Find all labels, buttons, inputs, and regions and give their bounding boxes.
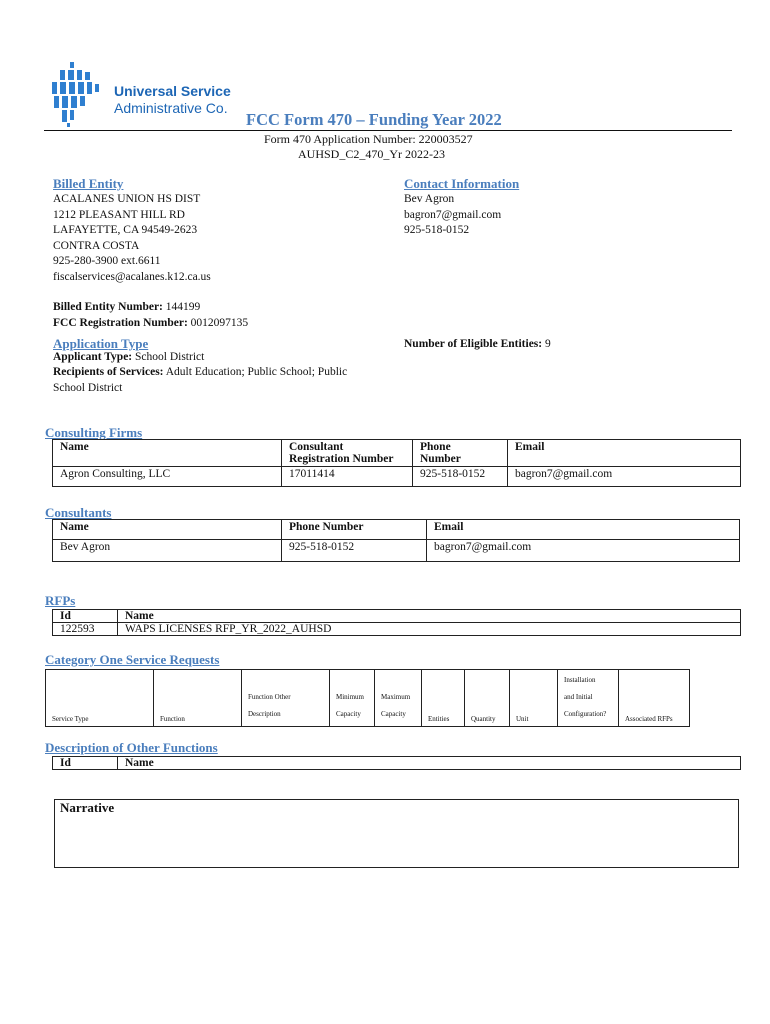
recipients-line (53, 365, 383, 396)
logo-line-2: Administrative Co. (114, 100, 228, 116)
fcc-registration-line (53, 316, 248, 332)
billed-entity-address1: 1212 PLEASANT HILL RD (53, 208, 185, 221)
firm-name: Agron Consulting, LLC (53, 467, 282, 487)
consultant-phone: 925-518-0152 (282, 540, 427, 562)
contact-phone: 925-518-0152 (404, 224, 470, 236)
billed-entity-county: CONTRA COSTA (53, 239, 140, 252)
contact-heading: Contact Information (404, 176, 520, 191)
col-installation (558, 670, 619, 727)
firm-email: bagron7@gmail.com (508, 467, 741, 487)
billed-entity-block (53, 192, 211, 285)
table-header-row (53, 610, 741, 623)
consultant-email: bagron7@gmail.com (427, 540, 740, 562)
eligible-entities-label: Number of Eligible Entities: (404, 338, 543, 350)
col-phone-number: Phone Number (282, 520, 427, 540)
col-quantity: Quantity (465, 670, 510, 727)
table-row (53, 623, 741, 636)
col-install-line3: Configuration? (564, 710, 607, 718)
table-header-row (53, 757, 741, 770)
usac-logo (48, 60, 238, 130)
firm-phone: 925-518-0152 (413, 467, 508, 487)
col-max-line1: Maximum (381, 693, 411, 701)
category-one-heading: Category One Service Requests (45, 652, 220, 667)
col-email: Email (508, 440, 741, 467)
contact-email: bagron7@gmail.com (404, 208, 502, 221)
applicant-type-line (53, 350, 204, 366)
application-number: Form 470 Application Number: 220003527 (264, 132, 473, 146)
recipients-value-1: Adult Education; Public School; Public (165, 366, 348, 378)
consultant-name: Bev Agron (53, 540, 282, 562)
col-install-line1: Installation (564, 676, 596, 684)
narrative-label: Narrative (60, 800, 115, 815)
category-one-table (45, 669, 690, 727)
table-row (53, 540, 740, 562)
contact-block (404, 192, 501, 239)
col-min-line2: Capacity (336, 710, 361, 718)
billed-entity-address2: LAFAYETTE, CA 94549-2623 (53, 224, 198, 236)
billed-entity-phone: 925-280-3900 ext.6611 (53, 255, 161, 267)
billed-entity-number-line (53, 300, 200, 316)
consulting-firms-table (52, 439, 741, 487)
col-id: Id (53, 757, 118, 770)
col-function-other-line1: Function Other (248, 693, 291, 701)
fcc-registration-label: FCC Registration Number: (53, 317, 188, 329)
header-rule (44, 130, 732, 131)
col-consultant-registration (282, 440, 413, 467)
rfp-name: WAPS LICENSES RFP_YR_2022_AUHSD (118, 623, 741, 636)
application-nickname: AUHSD_C2_470_Yr 2022-23 (298, 147, 445, 161)
fcc-registration-number: 0012097135 (190, 317, 249, 329)
table-header-row (53, 520, 740, 540)
consulting-firms-heading: Consulting Firms (45, 425, 143, 440)
col-name: Name (53, 520, 282, 540)
billed-entity-number: 144199 (165, 301, 201, 313)
recipients-value-2: School District (53, 381, 123, 394)
consultants-heading: Consultants (45, 505, 112, 520)
col-function-other (242, 670, 330, 727)
col-phone-line2: Number (420, 453, 461, 465)
rfps-heading: RFPs (45, 593, 76, 608)
col-function-other-line2: Description (248, 710, 281, 718)
col-minimum-capacity (330, 670, 375, 727)
billed-entity-heading: Billed Entity (53, 176, 124, 191)
table-row (53, 467, 741, 487)
logo-line-1: Universal Service (114, 83, 231, 99)
table-header-row (46, 670, 690, 727)
col-email: Email (427, 520, 740, 540)
narrative-box (54, 799, 739, 868)
rfps-table (52, 609, 741, 636)
col-maximum-capacity (375, 670, 422, 727)
other-functions-table (52, 756, 741, 770)
application-type-heading: Application Type (53, 336, 149, 351)
col-consultant-line2: Registration Number (289, 453, 394, 465)
table-header-row (53, 440, 741, 467)
col-consultant-line1: Consultant (289, 441, 344, 453)
eligible-entities-line (404, 337, 551, 353)
col-unit: Unit (510, 670, 558, 727)
eligible-entities-count: 9 (544, 338, 551, 350)
col-entities: Entities (422, 670, 465, 727)
applicant-type-label: Applicant Type: (53, 351, 133, 363)
billed-entity-email: fiscalservices@acalanes.k12.ca.us (53, 270, 211, 283)
billed-entity-number-label: Billed Entity Number: (53, 301, 163, 313)
recipients-label: Recipients of Services: (53, 366, 164, 378)
col-name: Name (118, 757, 741, 770)
billed-entity-name: ACALANES UNION HS DIST (53, 193, 201, 205)
col-function: Function (154, 670, 242, 727)
col-name: Name (118, 610, 741, 623)
col-min-line1: Minimum (336, 693, 365, 701)
col-phone-line1: Phone (420, 441, 451, 453)
col-install-line2: and Initial (564, 693, 593, 701)
col-max-line2: Capacity (381, 710, 406, 718)
col-phone-number (413, 440, 508, 467)
firm-registration: 17011414 (282, 467, 413, 487)
col-service-type: Service Type (46, 670, 154, 727)
usac-logo-icon (48, 60, 108, 128)
rfp-id: 122593 (53, 623, 118, 636)
other-functions-heading: Description of Other Functions (45, 740, 218, 755)
consultants-table (52, 519, 740, 562)
applicant-type: School District (135, 351, 205, 363)
contact-name: Bev Agron (404, 193, 455, 205)
col-associated-rfps: Associated RFPs (619, 670, 690, 727)
form-title: FCC Form 470 – Funding Year 2022 (246, 110, 502, 129)
col-id: Id (53, 610, 118, 623)
col-name: Name (53, 440, 282, 467)
